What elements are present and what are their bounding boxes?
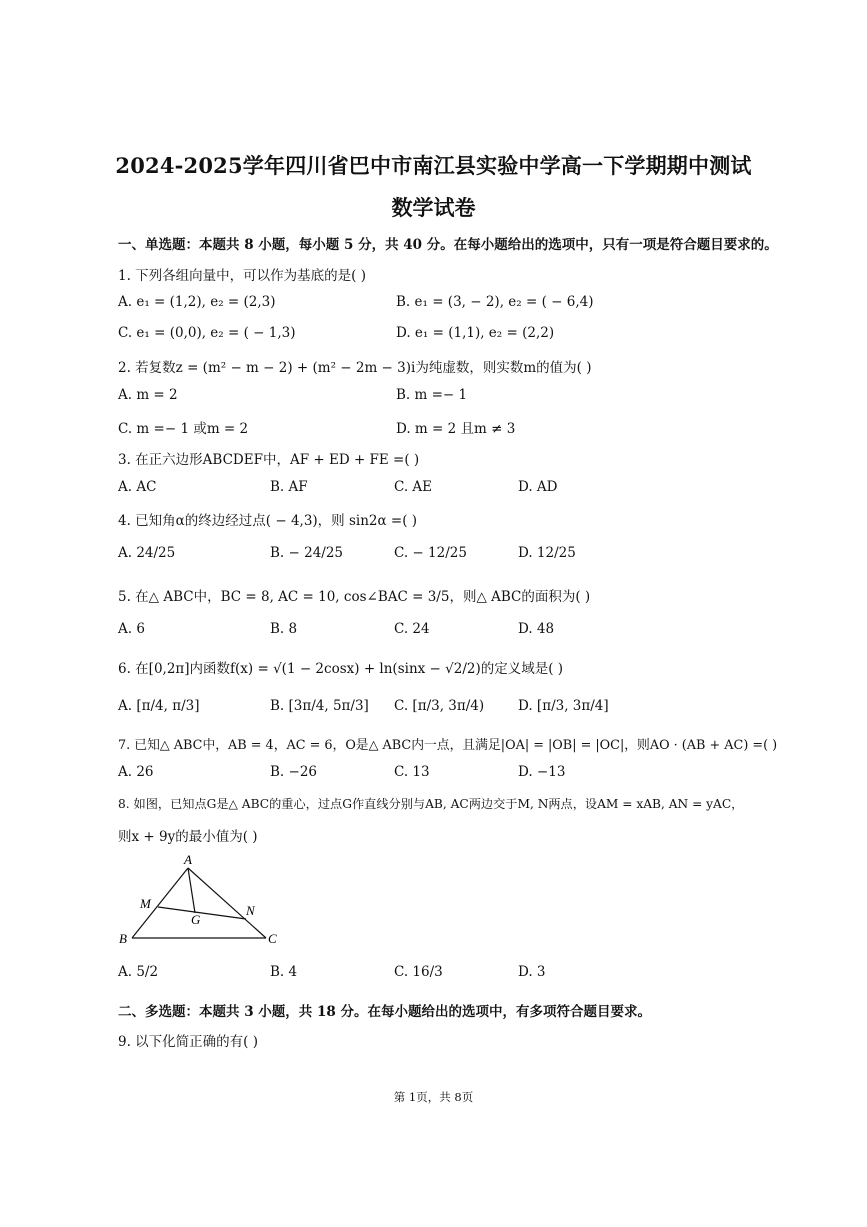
q1-option-d: D. e₁ = (1,1), e₂ = (2,2) — [396, 325, 555, 341]
q8-option-c: C. 16/3 — [394, 964, 443, 980]
q1-option-a: A. e₁ = (1,2), e₂ = (2,3) — [118, 294, 276, 310]
q2-stem: 2. 若复数z = (m² − m − 2) + (m² − 2m − 3)i为纯虚数，则实数m的值为( ) — [118, 360, 592, 376]
q8-option-d: D. 3 — [518, 964, 546, 980]
label-c: C — [268, 931, 277, 946]
q1-option-b: B. e₁ = (3, − 2), e₂ = ( − 6,4) — [396, 294, 594, 310]
q3-option-d: D. AD — [518, 479, 558, 495]
q5-option-d: D. 48 — [518, 621, 555, 637]
q7-option-c: C. 13 — [394, 764, 430, 780]
label-g: G — [191, 912, 201, 927]
q6-option-a: A. [π/4, π/3] — [118, 698, 200, 714]
q6-option-c: C. [π/3, 3π/4) — [394, 698, 485, 714]
q2-option-c: C. m =− 1 或m = 2 — [118, 421, 249, 437]
exam-title: 2024-2025学年四川省巴中市南江县实验中学高一下学期期中测试 — [115, 153, 752, 178]
q3-option-a: A. AC — [118, 479, 157, 495]
q6-option-d: D. [π/3, 3π/4] — [518, 698, 609, 714]
q4-option-c: C. − 12/25 — [394, 545, 467, 561]
q6-stem: 6. 在[0,2π]内函数f(x) = √(1 − 2cosx) + ln(sinx − √2/2)的定义域是( ) — [118, 661, 564, 677]
page-footer: 第 1页，共 8页 — [393, 1090, 474, 1104]
q2-option-b: B. m =− 1 — [396, 387, 468, 403]
q5-option-a: A. 6 — [118, 621, 145, 637]
section-2-heading: 二、多选题：本题共 3 小题，共 18 分。在每小题给出的选项中，有多项符合题目要求。 — [118, 1004, 651, 1020]
label-m: M — [140, 896, 151, 911]
q5-option-c: C. 24 — [394, 621, 430, 637]
q3-option-b: B. AF — [270, 479, 308, 495]
q1-stem: 1. 下列各组向量中，可以作为基底的是( ) — [118, 268, 366, 284]
label-n: N — [246, 903, 255, 918]
q8-stem-line-1: 8. 如图，已知点G是△ ABC的重心，过点G作直线分别与AB, AC两边交于M, N两点，设AM = xAB, AN = yAC， — [118, 797, 744, 811]
q7-option-a: A. 26 — [118, 764, 154, 780]
q4-stem: 4. 已知角α的终边经过点( − 4,3)，则 sin2α =( ) — [118, 513, 418, 529]
q6-option-b: B. [3π/4, 5π/3] — [270, 698, 369, 714]
q5-option-b: B. 8 — [270, 621, 298, 637]
q8-option-a: A. 5/2 — [118, 964, 159, 980]
q4-option-a: A. 24/25 — [118, 545, 176, 561]
median-ag — [188, 868, 195, 913]
q4-option-b: B. − 24/25 — [270, 545, 344, 561]
label-a: A — [184, 852, 192, 867]
q7-option-b: B. −26 — [270, 764, 317, 780]
q7-option-d: D. −13 — [518, 764, 566, 780]
q4-option-d: D. 12/25 — [518, 545, 576, 561]
q9-stem: 9. 以下化简正确的有( ) — [118, 1034, 258, 1050]
q2-option-a: A. m = 2 — [118, 387, 178, 403]
q5-stem: 5. 在△ ABC中，BC = 8, AC = 10, cos∠BAC = 3/5，则△ ABC的面积为( ) — [118, 589, 591, 605]
q3-stem: 3. 在正六边形ABCDEF中，AF + ED + FE =( ) — [118, 452, 420, 468]
label-b: B — [119, 931, 127, 946]
q1-option-c: C. e₁ = (0,0), e₂ = ( − 1,3) — [118, 325, 296, 341]
q3-option-c: C. AE — [394, 479, 433, 495]
q8-stem-line-2: 则x + 9y的最小值为( ) — [118, 829, 258, 845]
q7-stem: 7. 已知△ ABC中，AB = 4，AC = 6，O是△ ABC内一点，且满足|OA| = |OB| = |OC|，则AO · (AB + AC) =( ) — [118, 738, 778, 753]
section-1-heading: 一、单选题：本题共 8 小题，每小题 5 分，共 40 分。在每小题给出的选项中，只有一项是符合题目要求的。 — [118, 237, 778, 253]
exam-subtitle: 数学试卷 — [391, 195, 476, 220]
triangle-figure — [118, 850, 288, 950]
q2-option-d: D. m = 2 且m ≠ 3 — [396, 421, 516, 437]
q8-option-b: B. 4 — [270, 964, 298, 980]
